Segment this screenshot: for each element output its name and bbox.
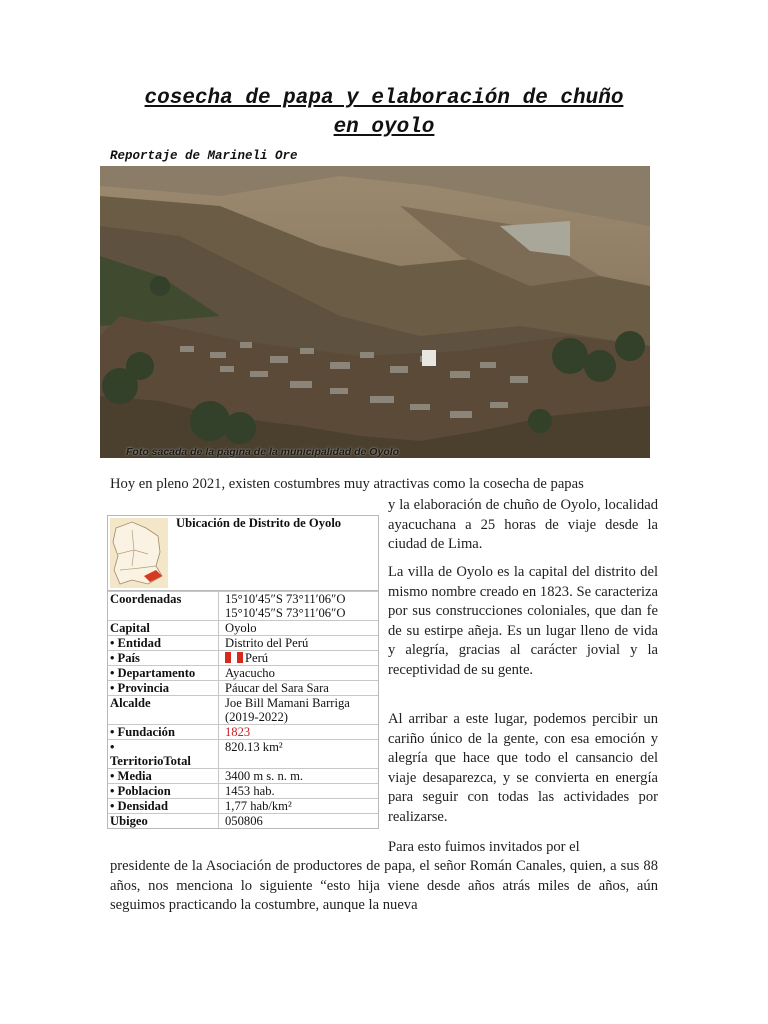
paragraph-1-first-line: Hoy en pleno 2021, existen costumbres muy atractivas como la cosecha de papas: [110, 476, 584, 492]
title-line-2: en oyolo: [333, 116, 435, 139]
district-infobox: [107, 515, 379, 829]
infobox-row: [108, 769, 378, 784]
infobox-key: • TerritorioTotal: [108, 740, 219, 769]
paragraph-1-rest: y la elaboración de chuño de Oyolo, localidad ayacuchana a 25 horas de viaje desde la ciudad de Lima.: [388, 497, 658, 553]
infobox-header: [108, 516, 378, 591]
infobox-key: • Provincia: [108, 681, 219, 696]
infobox-row: [108, 636, 378, 651]
infobox-row: [108, 740, 378, 769]
paragraph-4-rest: presidente de la Asociación de productores de papa, el señor Román Canales, quien, a sus 88 años, nos menciona lo siguiente “esto hija viene desde años atrás miles de años, aún seguimos practicando la costumbre, aunque la nueva: [110, 858, 658, 914]
infobox-row: [108, 592, 378, 621]
infobox-key: • Entidad: [108, 636, 219, 651]
infobox-value-text: Perú: [245, 651, 269, 665]
paragraph-3: Al arribar a este lugar, podemos percibir un cariño único de la gente, con esa emoción y alegría que hace que todo el cansancio del viaje desaparezca, y se convierta en energía para seguir con todas las actividades por realizarse.: [388, 711, 658, 825]
infobox-row: [108, 725, 378, 740]
infobox-value: Joe Bill Mamani Barriga (2019-2022): [219, 696, 379, 725]
infobox-row: [108, 666, 378, 681]
infobox-row: [108, 681, 378, 696]
infobox-key: • Media: [108, 769, 219, 784]
infobox-value: [219, 651, 379, 666]
infobox-key: Capital: [108, 621, 219, 636]
infobox-row: [108, 784, 378, 799]
village-photo: [100, 166, 650, 458]
photo-caption: Foto sacada de la página de la municipalidad de Oyolo: [126, 446, 400, 458]
infobox-value: 1,77 hab/km²: [219, 799, 379, 814]
infobox-value: Páucar del Sara Sara: [219, 681, 379, 696]
infobox-key: Coordenadas: [108, 592, 219, 621]
infobox-value: 15°10′45″S 73°11′06″O 15°10′45″S 73°11′06″O: [219, 592, 379, 621]
infobox-value: 1823: [219, 725, 379, 740]
infobox-value: 050806: [219, 814, 379, 829]
paragraph-4-start: Para esto fuimos invitados por el: [388, 839, 580, 855]
infobox-value: 820.13 km²: [219, 740, 379, 769]
infobox-key: Alcalde: [108, 696, 219, 725]
infobox-key: • Densidad: [108, 799, 219, 814]
infobox-key: • Fundación: [108, 725, 219, 740]
byline: Reportaje de Marineli Ore: [110, 149, 298, 163]
infobox-key: • País: [108, 651, 219, 666]
peru-flag-icon: [225, 652, 243, 663]
district-location-map: [110, 518, 168, 588]
infobox-row: [108, 814, 378, 829]
infobox-key: • Departamento: [108, 666, 219, 681]
infobox-value: Distrito del Perú: [219, 636, 379, 651]
article-title: [100, 84, 668, 142]
infobox-title: Ubicación de Distrito de Oyolo: [176, 516, 342, 530]
infobox-key: Ubigeo: [108, 814, 219, 829]
paragraph-2: La villa de Oyolo es la capital del distrito del mismo nombre creado en 1823. Se caracteriza por sus construcciones coloniales, que dan fe de su estirpe añeja. Es un lugar lleno de vida y alegría, gracias al carácter jovial y la receptividad de su gente.: [388, 564, 658, 678]
infobox-row: [108, 621, 378, 636]
title-line-1: cosecha de papa y elaboración de chuño: [144, 87, 624, 110]
infobox-value: 1453 hab.: [219, 784, 379, 799]
infobox-row: [108, 799, 378, 814]
infobox-key: • Poblacion: [108, 784, 219, 799]
infobox-table: [108, 591, 378, 828]
infobox-value: Ayacucho: [219, 666, 379, 681]
infobox-row: [108, 696, 378, 725]
infobox-value: Oyolo: [219, 621, 379, 636]
infobox-value: 3400 m s. n. m.: [219, 769, 379, 784]
infobox-row: [108, 651, 378, 666]
